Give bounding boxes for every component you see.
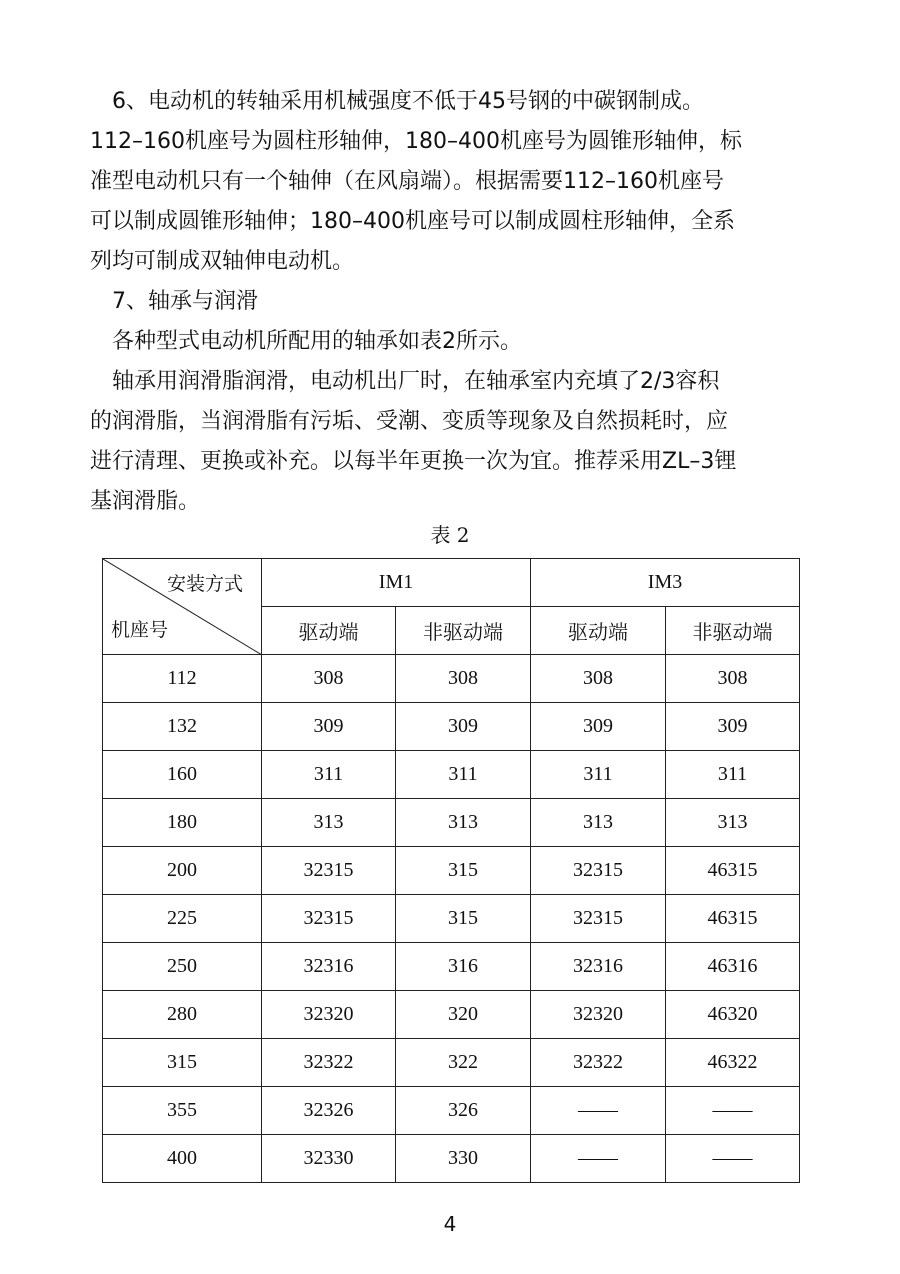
bearing-cell: 308 [396,655,531,703]
bearing-cell: 313 [666,799,800,847]
bearing-cell: 313 [531,799,666,847]
table-row [103,1087,800,1135]
bearing-cell: 32315 [262,847,396,895]
bearing-cell: 32322 [262,1039,396,1087]
bearing-cell: 311 [262,751,396,799]
frame-number-cell: 250 [103,943,262,991]
bearing-cell: —— [531,1087,666,1135]
frame-number-cell: 280 [103,991,262,1039]
text-line: 基润滑脂。 [90,489,201,514]
text-line: 6、电动机的转轴采用机械强度不低于45号钢的中碳钢制成。 [90,89,704,114]
text-line: 112–160机座号为圆柱形轴伸，180–400机座号为圆锥形轴伸，标 [90,129,742,154]
bearing-cell: 46315 [666,895,800,943]
paragraph-lubrication [90,362,810,522]
paragraph-shaft [90,82,810,282]
text-line: 轴承用润滑脂润滑，电动机出厂时，在轴承室内充填了2/3容积 [90,369,720,394]
bearing-cell: 32316 [531,943,666,991]
bearing-cell: 32320 [531,991,666,1039]
table-corner-header [103,559,262,655]
corner-label-frame: 机座号 [111,619,169,641]
frame-number-cell: 200 [103,847,262,895]
bearing-cell: 32330 [262,1135,396,1183]
text-line: 的润滑脂，当润滑脂有污垢、受潮、变质等现象及自然损耗时，应 [90,409,729,434]
table-row [103,1039,800,1087]
text-line: 准型电动机只有一个轴伸（在风扇端）。根据需要112–160机座号 [90,169,724,194]
bearing-cell: —— [666,1135,800,1183]
bearing-cell: 316 [396,943,531,991]
subheader-drive-end: 驱动端 [262,607,396,655]
bearing-cell: 313 [396,799,531,847]
group-header-im1: IM1 [262,559,531,607]
bearing-cell: 32320 [262,991,396,1039]
bearing-cell: 320 [396,991,531,1039]
bearing-cell: 46315 [666,847,800,895]
bearing-cell: 309 [666,703,800,751]
frame-number-cell: 132 [103,703,262,751]
table-caption: 表 2 [430,523,470,547]
subheader-non-drive-end: 非驱动端 [396,607,531,655]
frame-number-cell: 180 [103,799,262,847]
bearing-cell: 46320 [666,991,800,1039]
bearing-cell: 32326 [262,1087,396,1135]
bearing-cell: 309 [531,703,666,751]
frame-number-cell: 355 [103,1087,262,1135]
table-row [103,799,800,847]
table-row [103,655,800,703]
table-row [103,751,800,799]
frame-number-cell: 225 [103,895,262,943]
table-row [103,703,800,751]
bearing-cell: 32315 [262,895,396,943]
page-number: 4 [443,1212,457,1236]
text-line: 可以制成圆锥形轴伸；180–400机座号可以制成圆柱形轴伸，全系 [90,209,735,234]
bearing-cell: 311 [666,751,800,799]
bearing-cell: —— [666,1087,800,1135]
bearing-cell: 330 [396,1135,531,1183]
bearing-cell: 311 [396,751,531,799]
bearing-table [102,558,800,1183]
bearing-cell: 315 [396,847,531,895]
frame-number-cell: 112 [103,655,262,703]
bearing-cell: 322 [396,1039,531,1087]
bearing-cell: 32322 [531,1039,666,1087]
bearing-cell: 308 [531,655,666,703]
subheader-drive-end: 驱动端 [531,607,666,655]
bearing-cell: 311 [531,751,666,799]
text-line: 各种型式电动机所配用的轴承如表2所示。 [90,329,522,354]
table-body [103,655,800,1183]
bearing-cell: 46316 [666,943,800,991]
text-line: 进行清理、更换或补充。以每半年更换一次为宜。推荐采用ZL–3锂 [90,449,737,474]
bearing-cell: 32316 [262,943,396,991]
frame-number-cell: 160 [103,751,262,799]
bearing-cell: 309 [396,703,531,751]
paragraph-bearing-intro [90,322,810,362]
bearing-cell: —— [531,1135,666,1183]
bearing-cell: 308 [666,655,800,703]
bearing-cell: 313 [262,799,396,847]
bearing-cell: 315 [396,895,531,943]
bearing-cell: 32315 [531,895,666,943]
text-line: 7、轴承与润滑 [90,289,258,314]
table-row [103,847,800,895]
bearing-cell: 46322 [666,1039,800,1087]
table-row [103,991,800,1039]
text-line: 列均可制成双轴伸电动机。 [90,249,355,274]
table-row [103,895,800,943]
corner-label-mounting: 安装方式 [166,573,243,595]
section-heading-bearing [90,282,810,322]
table-row [103,943,800,991]
bearing-cell: 308 [262,655,396,703]
group-header-im3: IM3 [531,559,800,607]
table-row [103,1135,800,1183]
bearing-cell: 326 [396,1087,531,1135]
bearing-cell: 309 [262,703,396,751]
bearing-cell: 32315 [531,847,666,895]
frame-number-cell: 400 [103,1135,262,1183]
frame-number-cell: 315 [103,1039,262,1087]
subheader-non-drive-end: 非驱动端 [666,607,800,655]
